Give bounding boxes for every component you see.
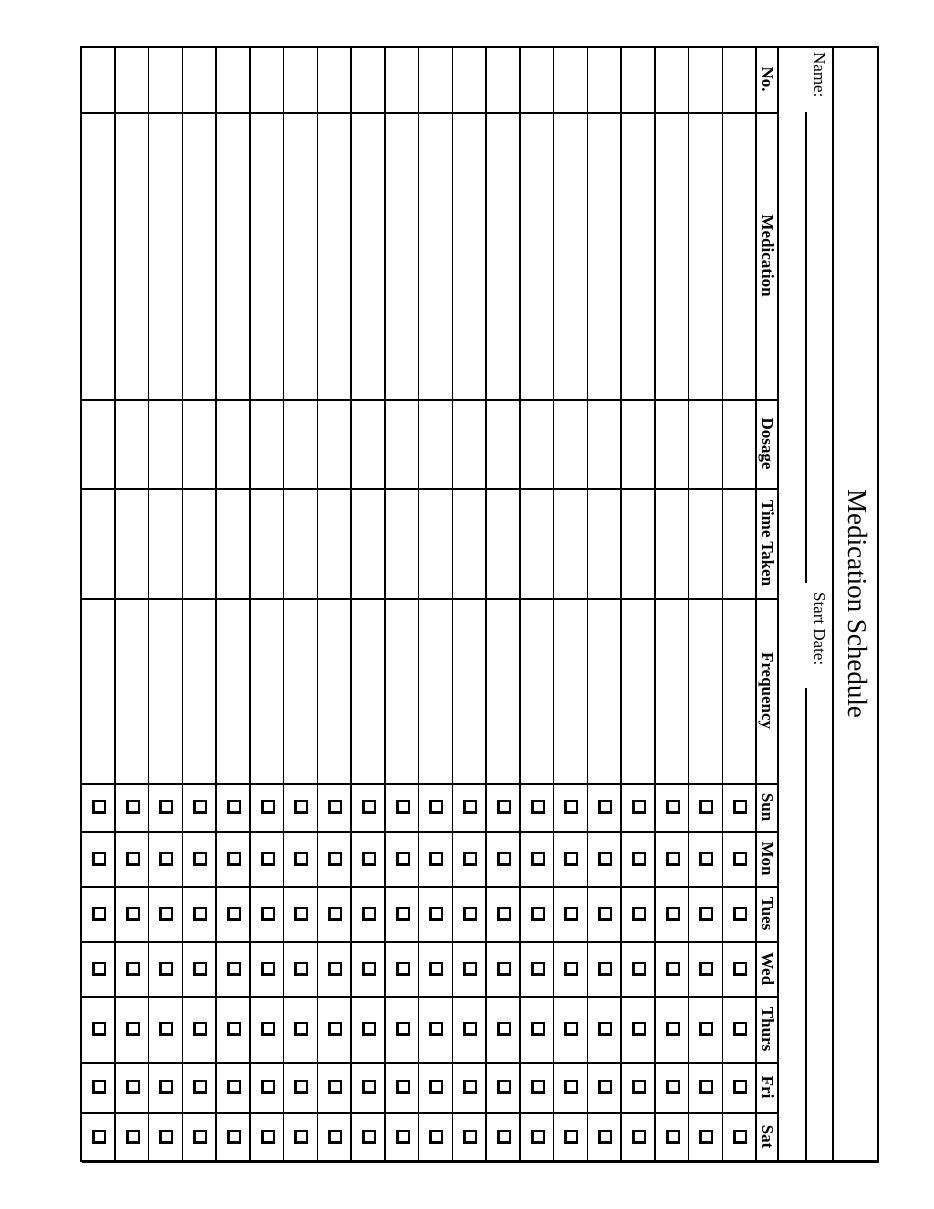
cell-frequency[interactable] [190,602,210,779]
day-checkbox-tues[interactable] [429,907,443,921]
day-checkbox-wed[interactable] [227,962,241,976]
day-checkbox-sat[interactable] [328,1130,342,1144]
day-checkbox-sun[interactable] [531,800,545,814]
cell-medication[interactable] [494,116,514,395]
cell-frequency[interactable] [730,602,750,779]
cell-no[interactable] [325,50,345,108]
cell-frequency[interactable] [325,602,345,779]
name-field[interactable] [806,112,808,583]
day-checkbox-sun[interactable] [193,800,207,814]
day-checkbox-mon[interactable] [531,852,545,866]
day-checkbox-wed[interactable] [396,962,410,976]
day-checkbox-sun[interactable] [497,800,511,814]
day-checkbox-tues[interactable] [294,907,308,921]
cell-dosage[interactable] [696,403,716,484]
day-checkbox-tues[interactable] [328,907,342,921]
cell-no[interactable] [730,50,750,108]
day-checkbox-tues[interactable] [598,907,612,921]
cell-time-taken[interactable] [663,492,683,594]
cell-no[interactable] [123,50,143,108]
cell-time-taken[interactable] [730,492,750,594]
row-divider [351,46,353,1162]
cell-dosage[interactable] [190,403,210,484]
row-divider [654,46,656,1162]
cell-dosage[interactable] [393,403,413,484]
cell-time-taken[interactable] [123,492,143,594]
day-checkbox-wed[interactable] [159,962,173,976]
cell-frequency[interactable] [663,602,683,779]
cell-dosage[interactable] [291,403,311,484]
day-checkbox-sat[interactable] [227,1130,241,1144]
row-divider [486,46,488,1162]
header-time-taken: Time Taken [758,499,777,587]
row-divider [114,46,116,1162]
cell-frequency[interactable] [156,602,176,779]
day-checkbox-sun[interactable] [328,800,342,814]
cell-dosage[interactable] [123,403,143,484]
day-checkbox-sat[interactable] [598,1130,612,1144]
day-checkbox-sat[interactable] [294,1130,308,1144]
day-checkbox-sun[interactable] [598,800,612,814]
cell-medication[interactable] [629,116,649,395]
day-checkbox-sat[interactable] [396,1130,410,1144]
cell-dosage[interactable] [663,403,683,484]
day-checkbox-sat[interactable] [632,1130,646,1144]
cell-time-taken[interactable] [696,492,716,594]
day-checkbox-fri[interactable] [531,1080,545,1094]
row-divider [148,46,150,1162]
day-checkbox-tues[interactable] [564,907,578,921]
day-checkbox-fri[interactable] [429,1080,443,1094]
day-checkbox-mon[interactable] [261,852,275,866]
cell-time-taken[interactable] [595,492,615,594]
day-checkbox-sun[interactable] [159,800,173,814]
cell-no[interactable] [528,50,548,108]
row-divider [81,46,83,1162]
cell-no[interactable] [561,50,581,108]
cell-time-taken[interactable] [89,492,109,594]
day-checkbox-thurs[interactable] [396,1022,410,1036]
cell-time-taken[interactable] [561,492,581,594]
column-divider [82,1112,779,1114]
header-day-sun: Sun [758,792,777,822]
cell-dosage[interactable] [224,403,244,484]
cell-frequency[interactable] [561,602,581,779]
cell-medication[interactable] [663,116,683,395]
cell-no[interactable] [629,50,649,108]
cell-time-taken[interactable] [460,492,480,594]
row-divider [216,46,218,1162]
day-checkbox-thurs[interactable] [733,1022,747,1036]
cell-medication[interactable] [393,116,413,395]
day-checkbox-mon[interactable] [429,852,443,866]
header-day-fri: Fri [758,1075,777,1099]
day-checkbox-thurs[interactable] [294,1022,308,1036]
start-date-label: Start Date: [810,592,829,666]
day-checkbox-sun[interactable] [632,800,646,814]
cell-time-taken[interactable] [426,492,446,594]
cell-no[interactable] [291,50,311,108]
cell-frequency[interactable] [528,602,548,779]
day-checkbox-sun[interactable] [429,800,443,814]
cell-medication[interactable] [291,116,311,395]
day-checkbox-sat[interactable] [92,1130,106,1144]
cell-dosage[interactable] [359,403,379,484]
day-checkbox-thurs[interactable] [632,1022,646,1036]
day-checkbox-thurs[interactable] [699,1022,713,1036]
cell-frequency[interactable] [696,602,716,779]
day-checkbox-sun[interactable] [564,800,578,814]
day-checkbox-mon[interactable] [598,852,612,866]
row-divider [553,46,555,1162]
cell-frequency[interactable] [291,602,311,779]
day-checkbox-thurs[interactable] [227,1022,241,1036]
row-divider [722,46,724,1162]
day-checkbox-sat[interactable] [497,1130,511,1144]
day-checkbox-sat[interactable] [666,1130,680,1144]
day-checkbox-mon[interactable] [159,852,173,866]
day-checkbox-wed[interactable] [294,962,308,976]
cell-frequency[interactable] [393,602,413,779]
day-checkbox-wed[interactable] [531,962,545,976]
day-checkbox-thurs[interactable] [328,1022,342,1036]
name-label: Name: [810,52,829,98]
cell-time-taken[interactable] [156,492,176,594]
day-checkbox-thurs[interactable] [92,1022,106,1036]
day-checkbox-sat[interactable] [261,1130,275,1144]
header-day-mon: Mon [758,841,777,876]
day-checkbox-sun[interactable] [126,800,140,814]
day-checkbox-mon[interactable] [699,852,713,866]
day-checkbox-tues[interactable] [126,907,140,921]
day-checkbox-mon[interactable] [632,852,646,866]
day-checkbox-fri[interactable] [227,1080,241,1094]
day-checkbox-thurs[interactable] [598,1022,612,1036]
header-day-tues: Tues [758,896,777,931]
day-checkbox-fri[interactable] [699,1080,713,1094]
column-divider [82,112,779,114]
cell-frequency[interactable] [224,602,244,779]
day-checkbox-thurs[interactable] [497,1022,511,1036]
day-checkbox-tues[interactable] [632,907,646,921]
day-checkbox-tues[interactable] [699,907,713,921]
day-checkbox-sat[interactable] [429,1130,443,1144]
column-divider [82,488,779,490]
header-frequency: Frequency [758,651,777,730]
day-checkbox-tues[interactable] [497,907,511,921]
row-divider [249,46,251,1162]
column-divider [82,996,779,998]
day-checkbox-sat[interactable] [564,1130,578,1144]
day-checkbox-wed[interactable] [497,962,511,976]
day-checkbox-thurs[interactable] [564,1022,578,1036]
cell-medication[interactable] [89,116,109,395]
header-day-wed: Wed [758,951,777,986]
cell-dosage[interactable] [258,403,278,484]
cell-no[interactable] [494,50,514,108]
day-checkbox-wed[interactable] [666,962,680,976]
day-checkbox-fri[interactable] [463,1080,477,1094]
day-checkbox-tues[interactable] [463,907,477,921]
cell-time-taken[interactable] [291,492,311,594]
cell-time-taken[interactable] [258,492,278,594]
fields-divider [778,112,780,1162]
cell-dosage[interactable] [561,403,581,484]
day-checkbox-thurs[interactable] [362,1022,376,1036]
cell-no[interactable] [156,50,176,108]
header-no: No. [758,66,777,92]
cell-medication[interactable] [359,116,379,395]
day-checkbox-mon[interactable] [666,852,680,866]
day-checkbox-tues[interactable] [733,907,747,921]
day-checkbox-sat[interactable] [362,1130,376,1144]
cell-dosage[interactable] [595,403,615,484]
cell-dosage[interactable] [460,403,480,484]
day-checkbox-sat[interactable] [531,1130,545,1144]
cell-medication[interactable] [224,116,244,395]
row-divider [182,46,184,1162]
row-divider [452,46,454,1162]
cell-no[interactable] [460,50,480,108]
day-checkbox-wed[interactable] [126,962,140,976]
frame-top [878,46,880,1162]
day-checkbox-tues[interactable] [193,907,207,921]
cell-medication[interactable] [123,116,143,395]
cell-medication[interactable] [561,116,581,395]
day-checkbox-thurs[interactable] [666,1022,680,1036]
day-checkbox-fri[interactable] [92,1080,106,1094]
day-checkbox-fri[interactable] [294,1080,308,1094]
cell-dosage[interactable] [325,403,345,484]
day-checkbox-fri[interactable] [733,1080,747,1094]
day-checkbox-tues[interactable] [531,907,545,921]
column-divider [82,886,779,888]
day-checkbox-sun[interactable] [294,800,308,814]
day-checkbox-thurs[interactable] [193,1022,207,1036]
day-checkbox-fri[interactable] [396,1080,410,1094]
column-divider [82,783,779,785]
day-checkbox-fri[interactable] [261,1080,275,1094]
cell-no[interactable] [258,50,278,108]
day-checkbox-thurs[interactable] [159,1022,173,1036]
day-checkbox-wed[interactable] [699,962,713,976]
day-checkbox-fri[interactable] [632,1080,646,1094]
day-checkbox-mon[interactable] [126,852,140,866]
day-checkbox-sat[interactable] [733,1130,747,1144]
day-checkbox-wed[interactable] [733,962,747,976]
cell-frequency[interactable] [595,602,615,779]
cell-time-taken[interactable] [528,492,548,594]
row-divider [621,46,623,1162]
cell-dosage[interactable] [730,403,750,484]
day-checkbox-fri[interactable] [328,1080,342,1094]
day-checkbox-wed[interactable] [92,962,106,976]
cell-medication[interactable] [460,116,480,395]
day-checkbox-sun[interactable] [92,800,106,814]
day-checkbox-mon[interactable] [564,852,578,866]
cell-no[interactable] [224,50,244,108]
header-dosage: Dosage [758,417,777,470]
day-checkbox-tues[interactable] [159,907,173,921]
column-divider [82,1062,779,1064]
cell-dosage[interactable] [89,403,109,484]
day-checkbox-sat[interactable] [463,1130,477,1144]
day-checkbox-wed[interactable] [261,962,275,976]
cell-frequency[interactable] [629,602,649,779]
cell-frequency[interactable] [258,602,278,779]
day-checkbox-sun[interactable] [666,800,680,814]
day-checkbox-fri[interactable] [193,1080,207,1094]
cell-time-taken[interactable] [224,492,244,594]
cell-no[interactable] [190,50,210,108]
day-checkbox-mon[interactable] [733,852,747,866]
day-checkbox-fri[interactable] [666,1080,680,1094]
cell-frequency[interactable] [123,602,143,779]
header-day-thurs: Thurs [758,1006,777,1052]
cell-frequency[interactable] [494,602,514,779]
day-checkbox-mon[interactable] [294,852,308,866]
title-divider [833,46,835,1162]
cell-no[interactable] [663,50,683,108]
day-checkbox-wed[interactable] [328,962,342,976]
day-checkbox-wed[interactable] [362,962,376,976]
day-checkbox-sat[interactable] [193,1130,207,1144]
day-checkbox-mon[interactable] [497,852,511,866]
cell-time-taken[interactable] [190,492,210,594]
day-checkbox-wed[interactable] [632,962,646,976]
day-checkbox-mon[interactable] [463,852,477,866]
cell-frequency[interactable] [359,602,379,779]
day-checkbox-fri[interactable] [598,1080,612,1094]
cell-no[interactable] [359,50,379,108]
day-checkbox-thurs[interactable] [531,1022,545,1036]
column-divider [82,1161,879,1163]
row-divider [688,46,690,1162]
column-divider [82,831,779,833]
header-day-sat: Sat [758,1124,777,1149]
cell-medication[interactable] [528,116,548,395]
cell-frequency[interactable] [460,602,480,779]
day-checkbox-wed[interactable] [598,962,612,976]
cell-dosage[interactable] [156,403,176,484]
cell-medication[interactable] [730,116,750,395]
row-divider [519,46,521,1162]
row-divider [283,46,285,1162]
day-checkbox-mon[interactable] [227,852,241,866]
cell-dosage[interactable] [494,403,514,484]
day-checkbox-sun[interactable] [396,800,410,814]
day-checkbox-sun[interactable] [227,800,241,814]
day-checkbox-fri[interactable] [362,1080,376,1094]
day-checkbox-wed[interactable] [193,962,207,976]
header-medication: Medication [758,214,777,297]
day-checkbox-wed[interactable] [429,962,443,976]
cell-dosage[interactable] [528,403,548,484]
cell-medication[interactable] [156,116,176,395]
cell-no[interactable] [426,50,446,108]
cell-no[interactable] [89,50,109,108]
day-checkbox-fri[interactable] [497,1080,511,1094]
fields-divider-no [778,46,780,112]
day-checkbox-tues[interactable] [261,907,275,921]
row-divider [317,46,319,1162]
day-checkbox-mon[interactable] [193,852,207,866]
row-divider [418,46,420,1162]
cell-medication[interactable] [258,116,278,395]
page-title: Medication Schedule [842,489,872,718]
cell-time-taken[interactable] [494,492,514,594]
cell-medication[interactable] [190,116,210,395]
day-checkbox-tues[interactable] [396,907,410,921]
cell-time-taken[interactable] [325,492,345,594]
day-checkbox-thurs[interactable] [126,1022,140,1036]
day-checkbox-tues[interactable] [227,907,241,921]
day-checkbox-sat[interactable] [126,1130,140,1144]
day-checkbox-sun[interactable] [733,800,747,814]
day-checkbox-fri[interactable] [159,1080,173,1094]
cell-dosage[interactable] [426,403,446,484]
day-checkbox-tues[interactable] [666,907,680,921]
day-checkbox-wed[interactable] [564,962,578,976]
day-checkbox-wed[interactable] [463,962,477,976]
day-checkbox-thurs[interactable] [261,1022,275,1036]
day-checkbox-thurs[interactable] [429,1022,443,1036]
row-divider [587,46,589,1162]
cell-time-taken[interactable] [629,492,649,594]
day-checkbox-thurs[interactable] [463,1022,477,1036]
cell-medication[interactable] [325,116,345,395]
cell-no[interactable] [393,50,413,108]
row-divider [384,46,386,1162]
cell-no[interactable] [595,50,615,108]
cell-time-taken[interactable] [359,492,379,594]
cell-medication[interactable] [595,116,615,395]
cell-frequency[interactable] [89,602,109,779]
cell-dosage[interactable] [629,403,649,484]
column-divider [82,598,779,600]
day-checkbox-mon[interactable] [328,852,342,866]
day-checkbox-sun[interactable] [261,800,275,814]
cell-medication[interactable] [696,116,716,395]
start-date-field[interactable] [806,688,808,1162]
day-checkbox-sun[interactable] [463,800,477,814]
day-checkbox-tues[interactable] [362,907,376,921]
day-checkbox-sat[interactable] [159,1130,173,1144]
day-checkbox-fri[interactable] [126,1080,140,1094]
column-divider [82,399,779,401]
cell-medication[interactable] [426,116,446,395]
day-checkbox-sun[interactable] [362,800,376,814]
cell-time-taken[interactable] [393,492,413,594]
day-checkbox-sat[interactable] [699,1130,713,1144]
day-checkbox-sun[interactable] [699,800,713,814]
cell-no[interactable] [696,50,716,108]
day-checkbox-fri[interactable] [564,1080,578,1094]
day-checkbox-mon[interactable] [396,852,410,866]
cell-frequency[interactable] [426,602,446,779]
day-checkbox-mon[interactable] [362,852,376,866]
column-divider [82,941,779,943]
day-checkbox-mon[interactable] [92,852,106,866]
day-checkbox-tues[interactable] [92,907,106,921]
